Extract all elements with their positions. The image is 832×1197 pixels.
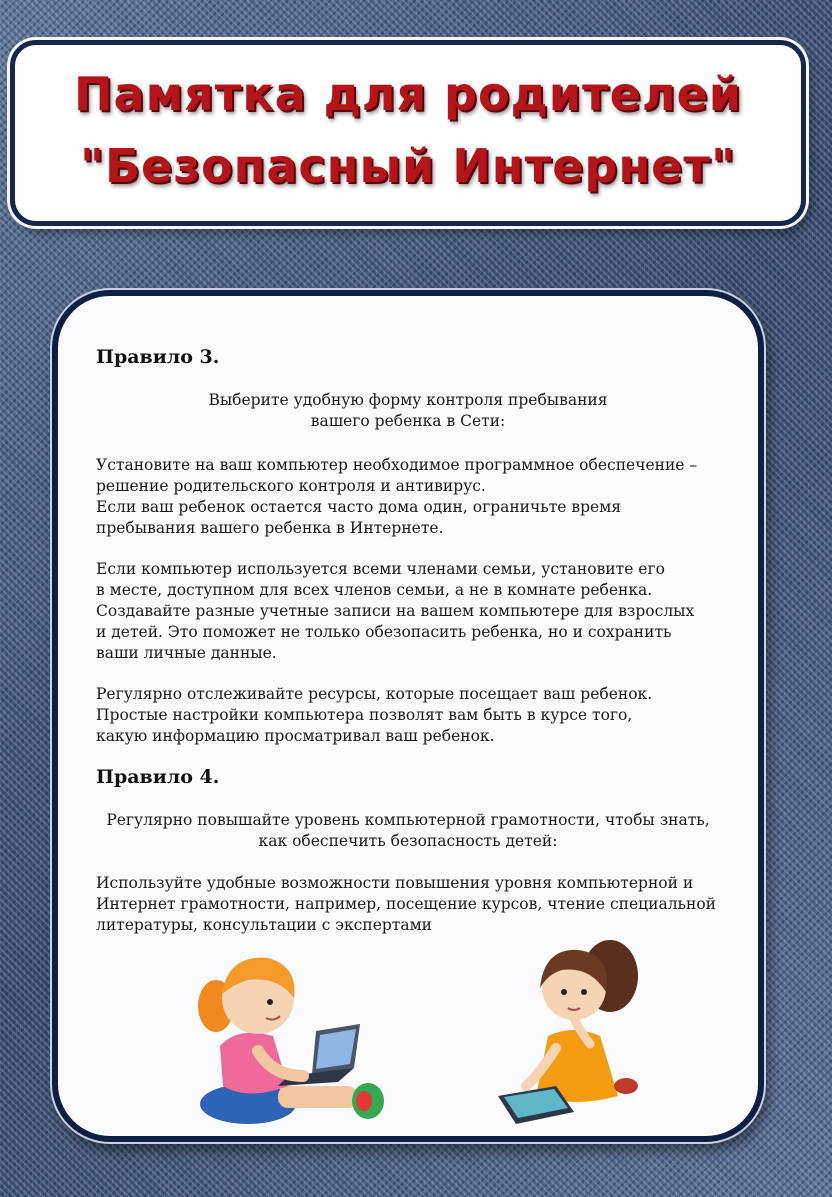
title-banner — [10, 40, 806, 226]
rule-3-para-1-line-4: пребывания вашего ребенка в Интернете. — [96, 519, 444, 537]
rule-3-para-2-line-2: в месте, доступном для всех членов семьи, а не в комнате ребенка. — [96, 581, 653, 599]
rule-3-para-2-line-5: ваши личные данные. — [96, 644, 277, 662]
rule-3-para-3-line-1: Регулярно отслеживайте ресурсы, которые посещает ваш ребенок. — [96, 685, 653, 703]
rule-3-para-2-line-4: и детей. Это поможет не только обезопасить ребенка, но и сохранить — [96, 623, 672, 641]
rule-3-para-1-line-1: Установите на ваш компьютер необходимое программное обеспечение – — [96, 456, 698, 474]
title-line-1: Памятка для родителей — [74, 67, 742, 121]
rule-4-heading: Правило 4. — [96, 766, 220, 788]
rule-4-intro-line-2: как обеспечить безопасность детей: — [258, 832, 558, 850]
rule-3-para-2-line-3: Создавайте разные учетные записи на вашем компьютере для взрослых — [96, 602, 695, 620]
rule-3-heading: Правило 3. — [96, 346, 220, 368]
rule-4-para-1-line-1: Используйте удобные возможности повышения уровня компьютерной и — [96, 874, 694, 892]
rule-3-para-1-line-3: Если ваш ребенок остается часто дома один, ограничьте время — [96, 498, 622, 516]
girl-with-laptop-illustration — [178, 936, 418, 1136]
rule-3-para-3-line-2: Простые настройки компьютера позволят вам быть в курсе того, — [96, 706, 633, 724]
rule-4-para-1-line-2: Интернет грамотности, например, посещение курсов, чтение специальной — [96, 895, 716, 913]
rule-3-para-3-line-3: какую информацию просматривал ваш ребенок. — [96, 727, 495, 745]
girl-with-tablet-illustration — [478, 936, 698, 1136]
rule-3-para-2-line-1: Если компьютер используется всеми членами семьи, установите его — [96, 560, 665, 578]
title-line-2: "Безопасный Интернет" — [80, 139, 736, 193]
rule-3-intro-line-1: Выберите удобную форму контроля пребывания — [208, 391, 608, 409]
rule-4-intro-line-1: Регулярно повышайте уровень компьютерной грамотности, чтобы знать, — [106, 811, 710, 829]
content-card — [52, 290, 764, 1142]
rule-3-para-1-line-2: решение родительского контроля и антивирус. — [96, 477, 486, 495]
rule-4-para-1-line-3: литературы, консультации с экспертами — [96, 916, 432, 934]
rule-3-intro-line-2: вашего ребенка в Сети: — [310, 412, 506, 430]
